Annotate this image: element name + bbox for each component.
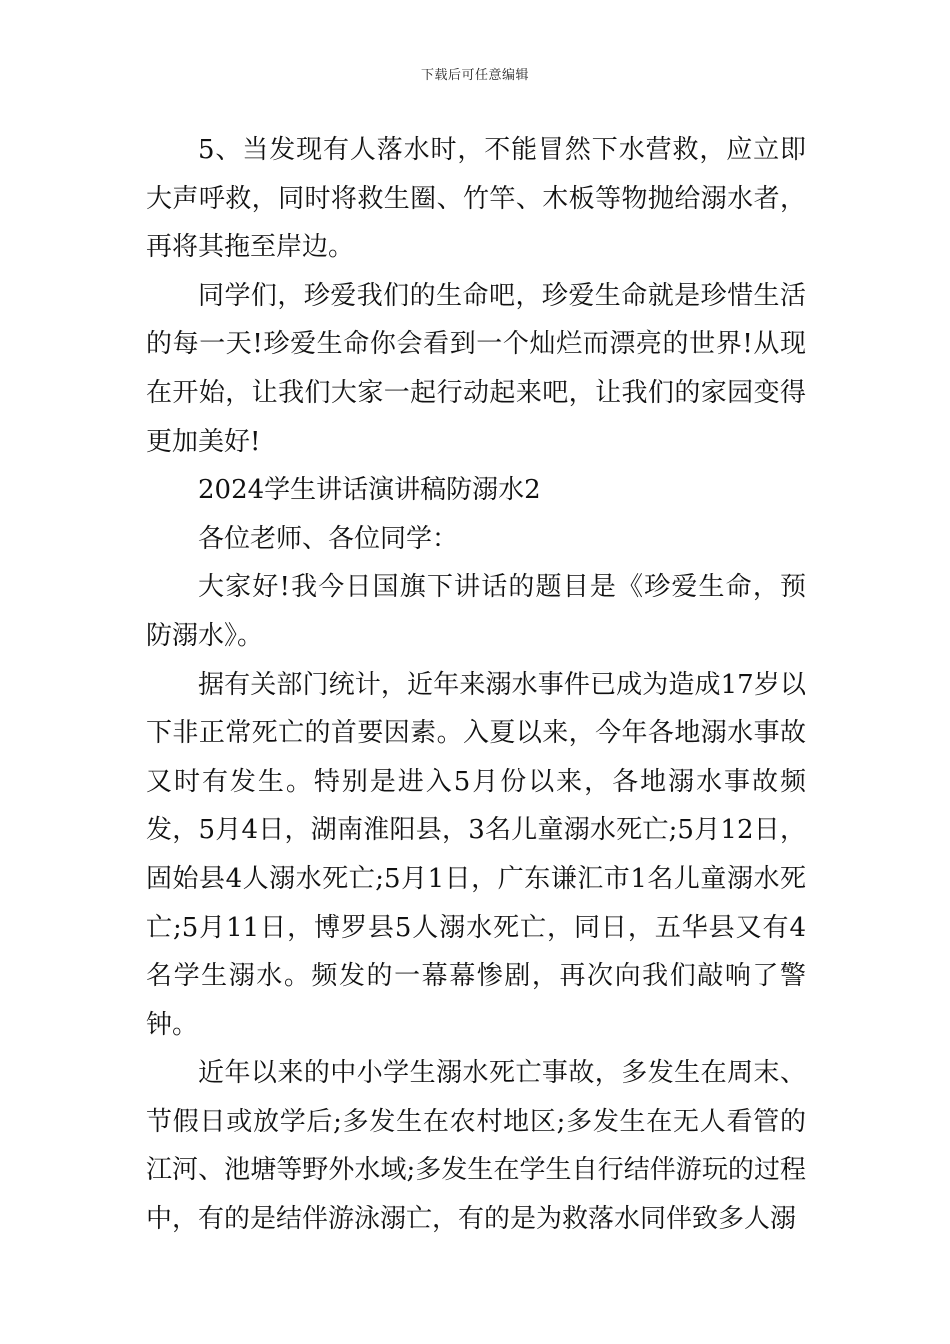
page-header: 下载后可任意编辑 <box>420 68 529 83</box>
document-body <box>146 126 806 1244</box>
salutation: 各位老师、各位同学： <box>198 523 459 554</box>
paragraph-greeting: 大家好!我今日国旗下讲话的题目是《珍爱生命，预防溺水》。 <box>146 572 806 651</box>
paragraph-cherish-life: 同学们，珍爱我们的生命吧，珍爱生命就是珍惜生活的每一天!珍爱生命你会看到一个灿烂而漂亮的世界!从现在开始，让我们大家一起行动起来吧，让我们的家园变得更加美好! <box>146 280 806 457</box>
paragraph-accident-patterns: 近年以来的中小学生溺水死亡事故，多发生在周末、节假日或放学后;多发生在农村地区;多发生在无人看管的江河、池塘等野外水域;多发生在学生自行结伴游玩的过程中，有的是结伴游泳溺亡，有的是为救落水同伴致多人溺 <box>146 1058 806 1235</box>
paragraph-statistics: 据有关部门统计，近年来溺水事件已成为造成17岁以下非正常死亡的首要因素。入夏以来，今年各地溺水事故又时有发生。特别是进入5月份以来，各地溺水事故频发，5月4日，湖南淮阳县，3名儿童溺水死亡;5月12日，固始县4人溺水死亡;5月1日，广东谦汇市1名儿童溺水死亡;5月11日，博罗县5人溺水死亡，同日，五华县又有4名学生溺水。频发的一幕幕惨剧，再次向我们敲响了警钟。 <box>146 669 806 1040</box>
paragraph-rescue-tip: 5、当发现有人落水时，不能冒然下水营救，应立即大声呼救，同时将救生圈、竹竿、木板等物抛给溺水者，再将其拖至岸边。 <box>146 135 806 263</box>
section-title: 2024学生讲话演讲稿防溺水2 <box>198 475 541 506</box>
